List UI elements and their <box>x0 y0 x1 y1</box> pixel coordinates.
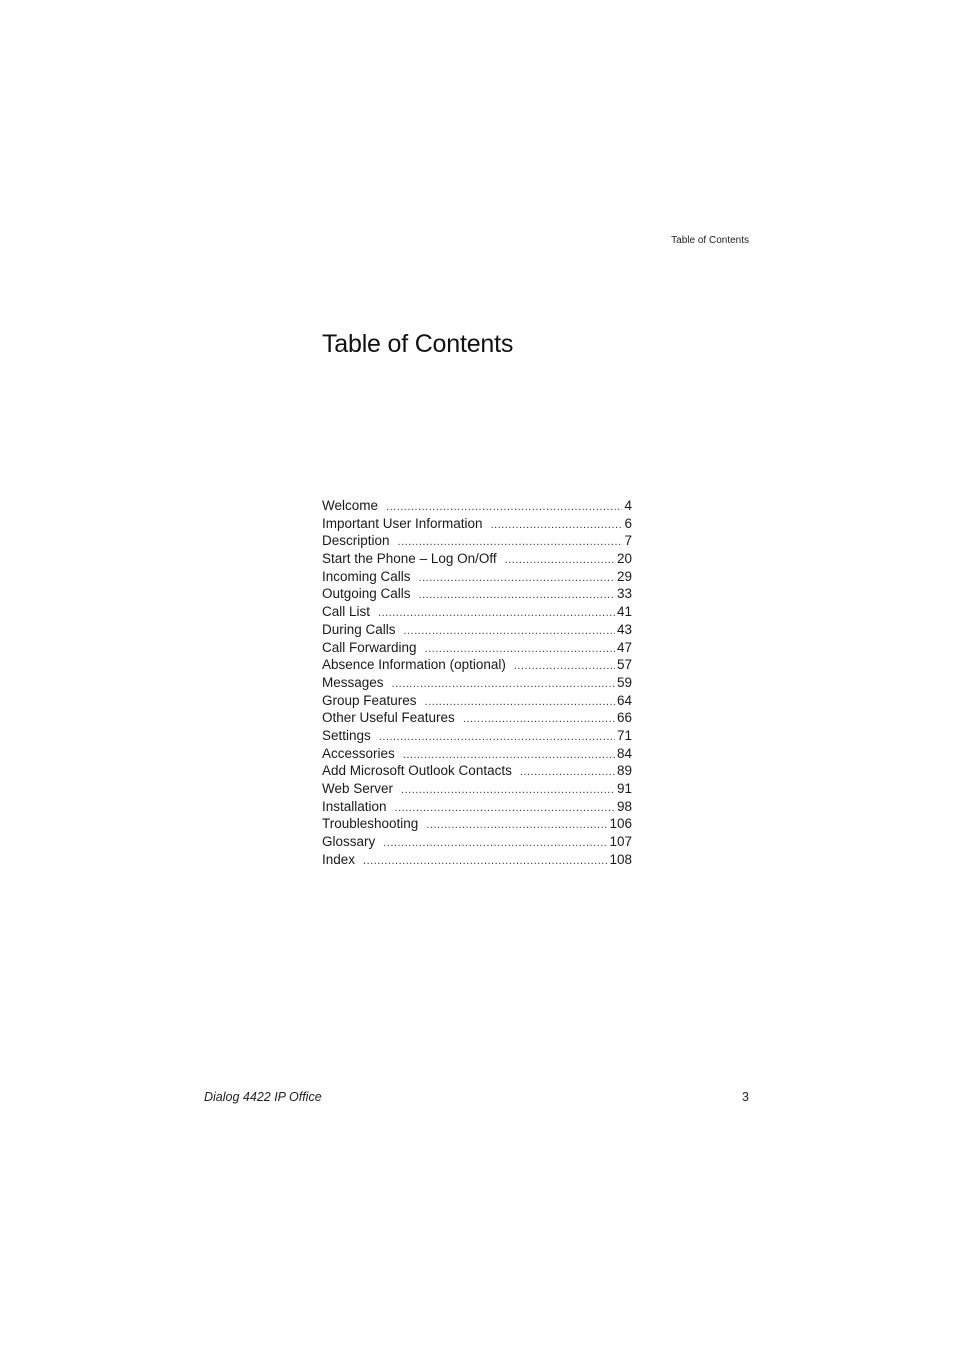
toc-entry[interactable] <box>322 833 632 851</box>
toc-entry-page: 64 <box>616 692 632 708</box>
toc-entry-label: Incoming Calls <box>322 568 411 584</box>
toc-entry[interactable] <box>322 780 632 798</box>
toc-leader-dots <box>491 517 623 535</box>
toc-leader-dots <box>363 853 607 871</box>
toc-entry-label: Web Server <box>322 781 394 796</box>
toc-entry[interactable] <box>322 497 632 515</box>
toc-entry-label: Installation <box>322 798 387 814</box>
toc-leader-dots <box>520 764 615 782</box>
toc-leader-dots <box>404 623 615 641</box>
running-header: Table of Contents <box>671 235 749 246</box>
toc-entry[interactable] <box>322 674 632 692</box>
toc-entry-label: Troubleshooting <box>322 816 419 832</box>
toc-entry[interactable] <box>322 550 632 568</box>
toc-entry[interactable] <box>322 709 632 727</box>
toc-entry-label: Accessories <box>322 745 395 761</box>
toc-entry-label: Important User Information <box>322 515 483 531</box>
toc-entry[interactable] <box>322 515 632 533</box>
toc-entry-page: 33 <box>616 586 632 602</box>
toc-entry[interactable] <box>322 745 632 763</box>
toc-entry-page: 71 <box>616 727 632 743</box>
toc-leader-dots <box>379 729 615 747</box>
toc-entry[interactable] <box>322 656 632 674</box>
toc-entry-label: Group Features <box>322 692 417 708</box>
toc-leader-dots <box>401 782 615 800</box>
toc-entry-page: 84 <box>616 745 632 761</box>
toc-leader-dots <box>392 676 615 694</box>
toc-entry-label: Other Useful Features <box>322 710 455 726</box>
toc-entry[interactable] <box>322 568 632 586</box>
toc-leader-dots <box>514 658 615 676</box>
toc-entry[interactable] <box>322 851 632 869</box>
toc-leader-dots <box>419 570 615 588</box>
toc-entry-page: 91 <box>616 781 632 796</box>
toc-entry-label: Call Forwarding <box>322 639 417 655</box>
toc-entry-label: Messages <box>322 674 384 690</box>
footer-product-name: Dialog 4422 IP Office <box>204 1090 322 1104</box>
toc-entry-page: 57 <box>616 657 632 673</box>
toc-leader-dots <box>383 835 607 853</box>
toc-entry[interactable] <box>322 692 632 710</box>
toc-entry-page: 89 <box>616 763 632 779</box>
toc-leader-dots <box>378 605 615 623</box>
toc-entry-page: 59 <box>616 674 632 690</box>
toc-leader-dots <box>463 711 615 729</box>
toc-entry-page: 106 <box>609 816 632 832</box>
toc-entry-label: Glossary <box>322 834 376 850</box>
toc-entry[interactable] <box>322 798 632 816</box>
toc-entry-page: 47 <box>616 639 632 655</box>
footer-page-number: 3 <box>742 1090 749 1104</box>
toc-entry-page: 4 <box>624 498 632 513</box>
toc-entry-label: Absence Information (optional) <box>322 657 506 673</box>
toc-leader-dots <box>395 800 615 818</box>
toc-entry-page: 29 <box>616 568 632 584</box>
toc-entry[interactable] <box>322 532 632 550</box>
toc-entry-page: 108 <box>609 851 632 867</box>
toc-entry-page: 6 <box>624 515 632 531</box>
toc-entry-label: Description <box>322 533 390 549</box>
toc-entry-label: Call List <box>322 604 371 620</box>
toc-entry[interactable] <box>322 762 632 780</box>
toc-entry[interactable] <box>322 603 632 621</box>
toc-entry[interactable] <box>322 727 632 745</box>
toc-leader-dots <box>419 587 615 605</box>
toc-entry[interactable] <box>322 621 632 639</box>
toc-entry-page: 7 <box>624 533 632 549</box>
toc-entry[interactable] <box>322 639 632 657</box>
toc-entry-page: 107 <box>609 834 632 850</box>
toc-entry-label: Start the Phone – Log On/Off <box>322 551 497 567</box>
toc-entry-label: Settings <box>322 727 371 743</box>
toc-entry-label: Welcome <box>322 498 379 513</box>
toc-entry-label: Add Microsoft Outlook Contacts <box>322 763 512 779</box>
table-of-contents <box>322 497 632 868</box>
toc-leader-dots <box>426 817 607 835</box>
toc-entry-page: 20 <box>616 551 632 567</box>
toc-entry-page: 43 <box>616 621 632 637</box>
toc-entry[interactable] <box>322 815 632 833</box>
toc-entry-label: During Calls <box>322 621 396 637</box>
toc-entry-page: 41 <box>616 604 632 620</box>
page-title: Table of Contents <box>322 330 514 358</box>
toc-entry-page: 66 <box>616 710 632 726</box>
toc-leader-dots <box>505 552 615 570</box>
toc-entry[interactable] <box>322 585 632 603</box>
toc-entry-label: Outgoing Calls <box>322 586 411 602</box>
toc-entry-page: 98 <box>616 798 632 814</box>
toc-entry-label: Index <box>322 851 356 867</box>
